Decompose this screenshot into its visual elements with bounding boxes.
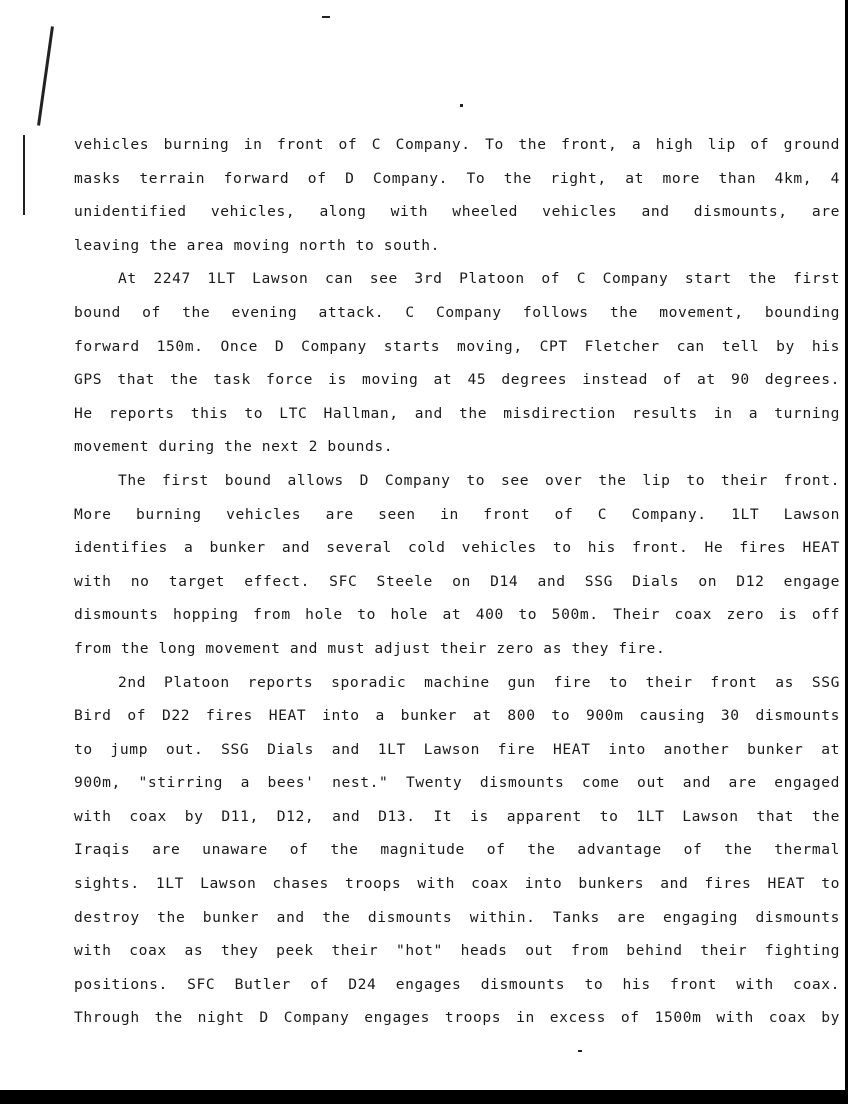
text-line: forward 150m. Once D Company starts moving, CPT Fletcher can tell by his	[74, 337, 840, 355]
text-line: leaving the area moving north to south.	[74, 236, 441, 254]
text-line: identifies a bunker and several cold vehicles to his front. He fires HEAT	[74, 539, 840, 557]
scan-speck	[578, 1050, 582, 1052]
text-line: The first bound allows D Company to see over the lip to their front.	[118, 471, 840, 489]
scan-speck	[322, 16, 330, 18]
text-line: 900m, "stirring a bees' nest." Twenty dismounts come out and are engaged	[74, 774, 840, 792]
text-line: vehicles burning in front of C Company. To the front, a high lip of ground	[74, 136, 840, 153]
text-line: positions. SFC Butler of D24 engages dismounts to his front with coax.	[74, 975, 840, 993]
scan-border-bottom	[0, 1090, 848, 1104]
text-line: from the long movement and must adjust their zero as they fire.	[74, 639, 666, 657]
binding-mark	[23, 135, 25, 215]
text-line: GPS that the task force is moving at 45 degrees instead of at 90 degrees.	[74, 371, 840, 389]
text-line: masks terrain forward of D Company. To the right, at more than 4km, 4	[74, 169, 840, 187]
text-line: Iraqis are unaware of the magnitude of the advantage of the thermal	[74, 841, 840, 859]
text-line: He reports this to LTC Hallman, and the misdirection results in a turning	[74, 404, 840, 422]
text-line: with no target effect. SFC Steele on D14 and SSG Dials on D12 engage	[74, 572, 840, 590]
scan-speck	[460, 104, 463, 107]
text-line: movement during the next 2 bounds.	[74, 438, 394, 456]
text-line: Through the night D Company engages troops in excess of 1500m with coax by	[74, 1009, 840, 1027]
text-line: destroy the bunker and the dismounts within. Tanks are engaging dismounts	[74, 908, 840, 926]
text-line: More burning vehicles are seen in front of C Company. 1LT Lawson	[74, 505, 840, 523]
text-line: sights. 1LT Lawson chases troops with coax into bunkers and fires HEAT to	[74, 875, 840, 893]
text-line: with coax as they peek their "hot" heads out from behind their fighting	[74, 942, 840, 960]
text-line: 2nd Platoon reports sporadic machine gun fire to their front as SSG	[118, 673, 840, 691]
text-line: to jump out. SSG Dials and 1LT Lawson fire HEAT into another bunker at	[74, 740, 840, 758]
binding-mark	[37, 26, 54, 125]
text-line: with coax by D11, D12, and D13. It is apparent to 1LT Lawson that the	[74, 807, 840, 825]
text-line: Bird of D22 fires HEAT into a bunker at 800 to 900m causing 30 dismounts	[74, 707, 840, 725]
document-body	[74, 128, 840, 1035]
text-line: bound of the evening attack. C Company follows the movement, bounding	[74, 303, 840, 321]
text-line: unidentified vehicles, along with wheeled vehicles and dismounts, are	[74, 203, 840, 221]
text-line: dismounts hopping from hole to hole at 400 to 500m. Their coax zero is off	[74, 606, 840, 624]
text-line: At 2247 1LT Lawson can see 3rd Platoon of C Company start the first	[118, 270, 840, 288]
